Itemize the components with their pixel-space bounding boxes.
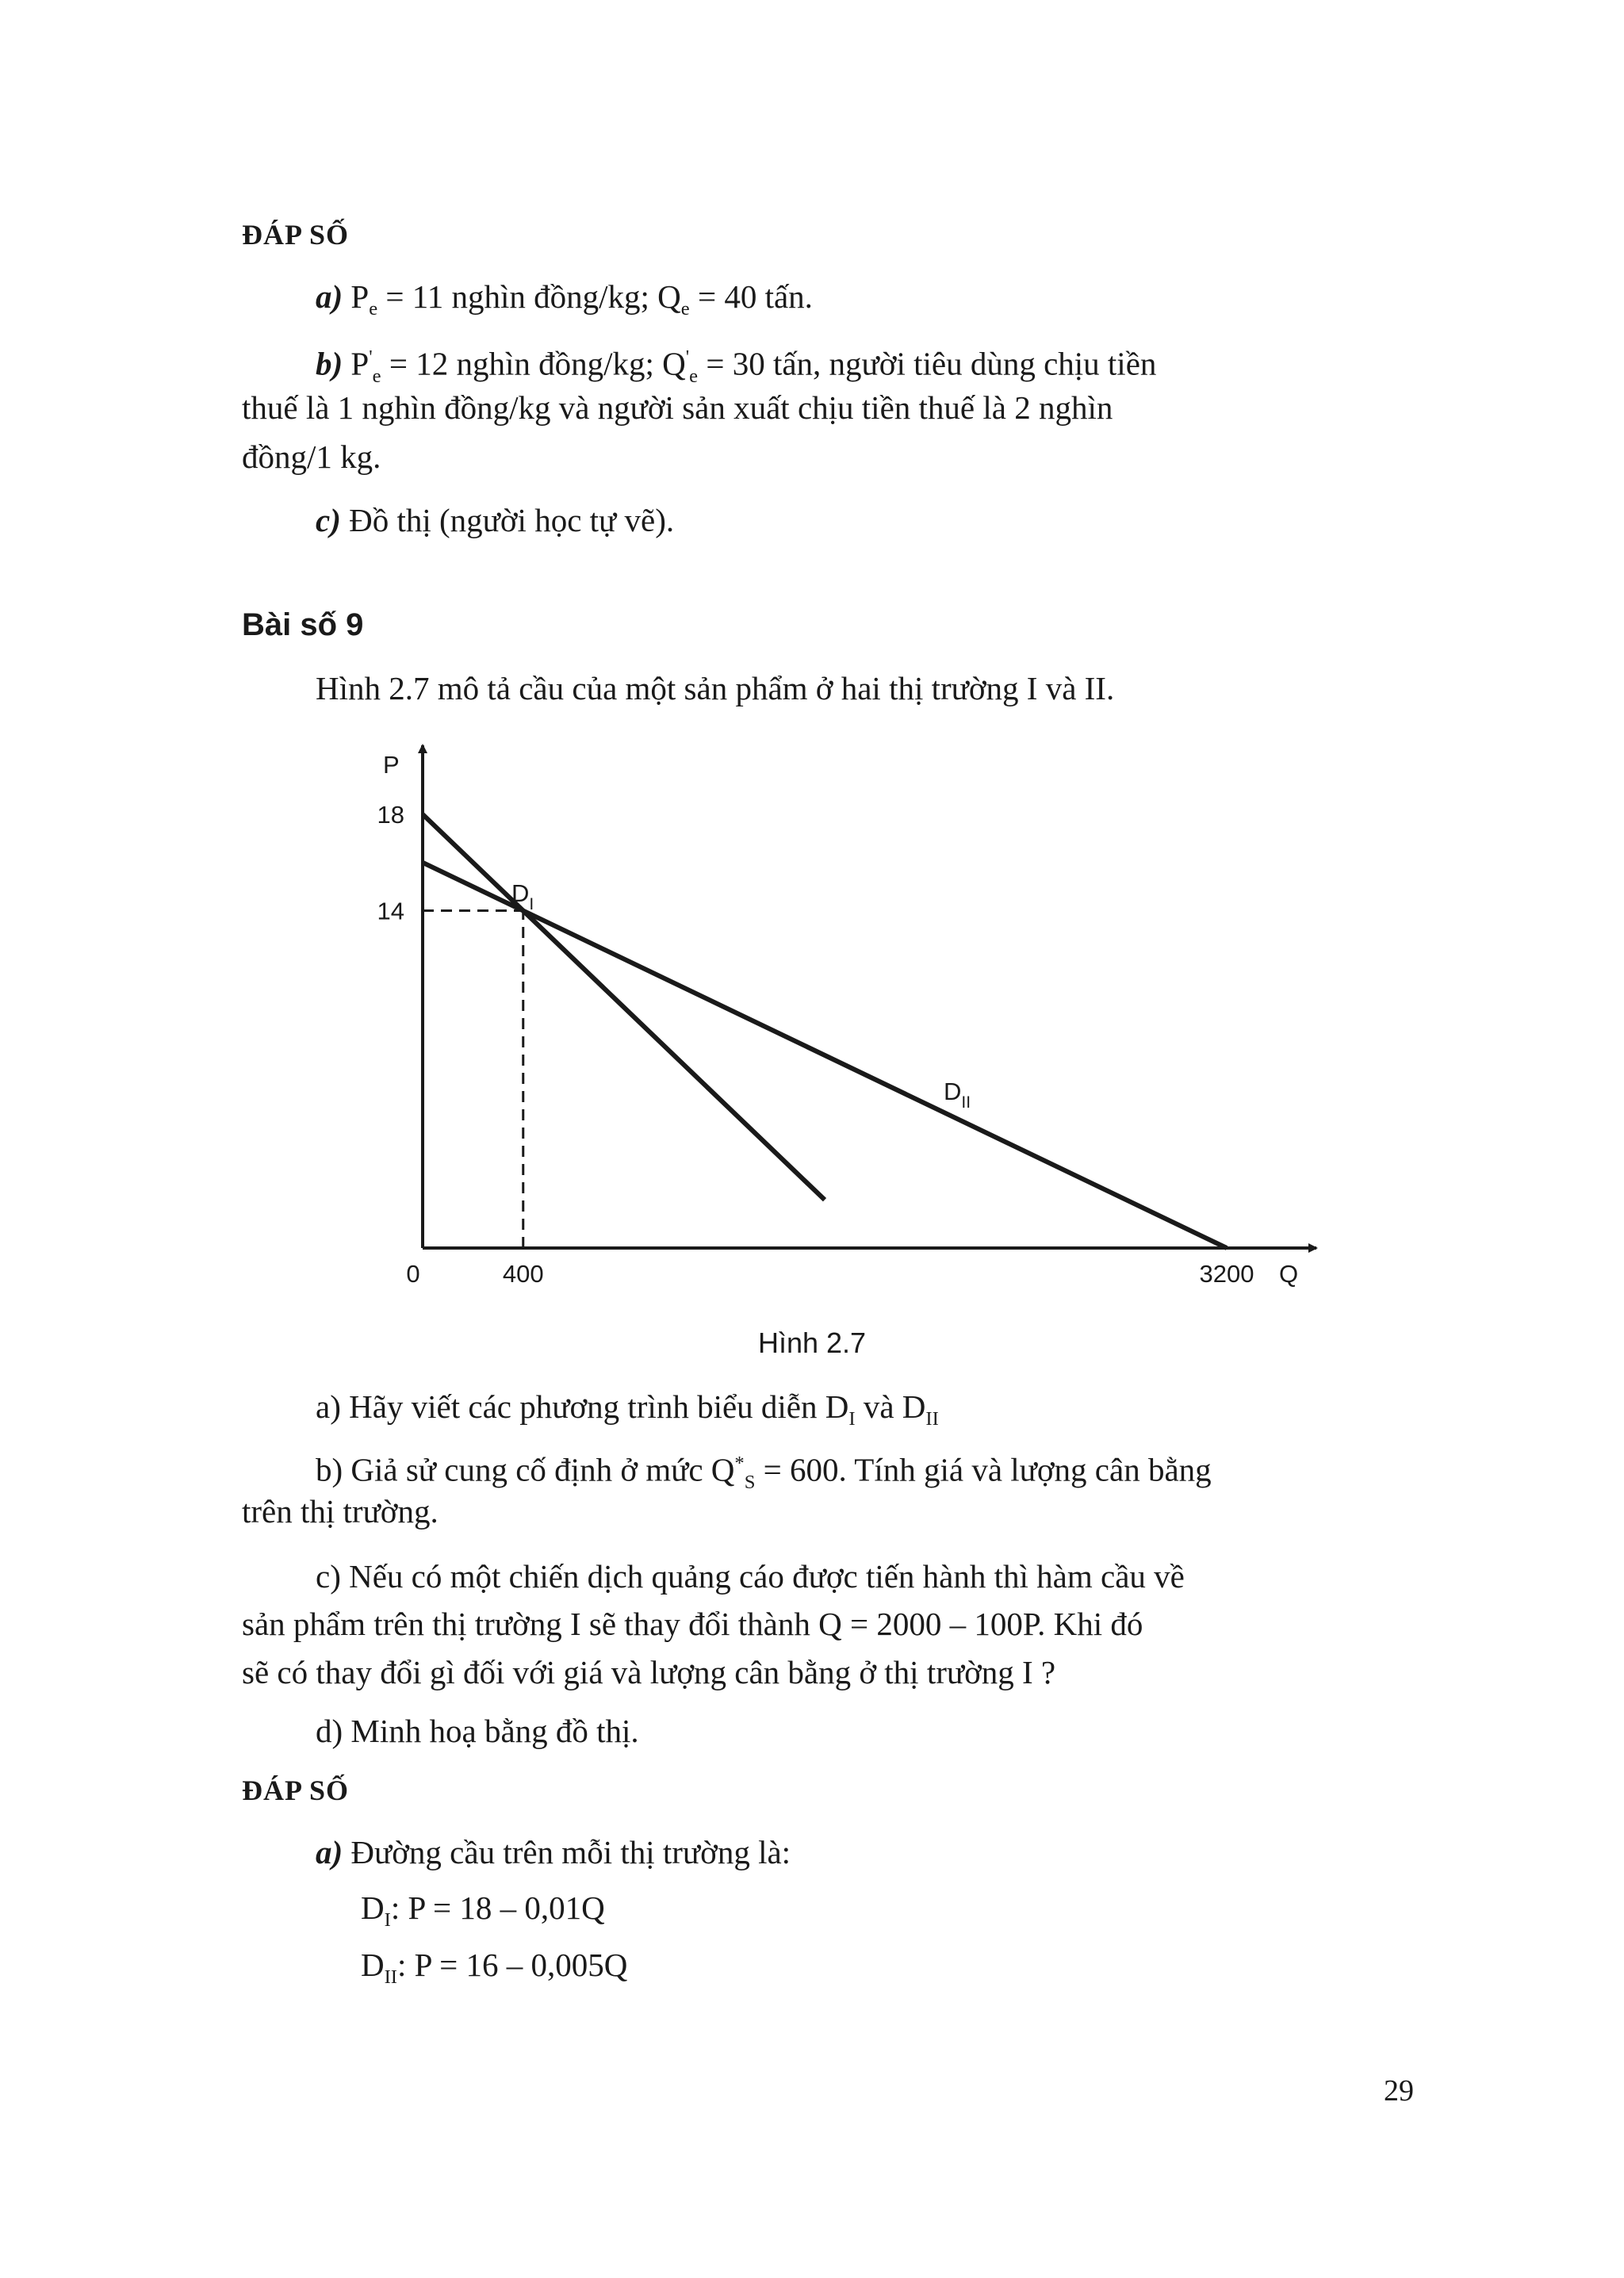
- x-axis-label: Q: [1279, 1260, 1299, 1288]
- question-a: a) Hãy viết các phương trình biểu diễn $D_I$ và $D_{II}$: [316, 1388, 939, 1430]
- problem-heading: Bài số 9: [242, 607, 364, 642]
- demand-curves: [423, 814, 1227, 1248]
- question-b-line2: trên thị trường.: [242, 1493, 439, 1530]
- answer-heading-2: ĐÁP SỐ: [242, 1775, 350, 1806]
- answer-c: c) Đồ thị (người học tự vẽ).: [316, 502, 675, 538]
- y-tick-18: 18: [377, 801, 404, 829]
- y-axis-label: P: [383, 751, 400, 779]
- answer2-a: a) Đường cầu trên mỗi thị trường là:: [316, 1834, 791, 1870]
- answer-a: a) $P_e = 11$ nghìn đồng/kg; $Q_e = 40$ tấn.: [316, 278, 813, 320]
- answer-b: b) $P'_e = 12$ nghìn đồng/kg; $Q'_e = 30$ tấn, người tiêu dùng chịu tiền: [316, 345, 1157, 387]
- demand-curve-i: [423, 814, 825, 1200]
- answer-heading-1: ĐÁP SỐ: [242, 219, 350, 251]
- equation-d1: $D_I$: P = 18 – 0,01Q: [361, 1889, 605, 1932]
- x-tick-0: 0: [406, 1260, 420, 1288]
- question-c-line2: sản phẩm trên thị trường I sẽ thay đổi thành Q = 2000 – 100P. Khi đó: [242, 1606, 1143, 1642]
- question-c-line3: sẽ có thay đổi gì đối với giá và lượng cân bằng ở thị trường I ?: [242, 1654, 1056, 1690]
- chart-labels: [377, 751, 1299, 1288]
- figure-caption: Hình 2.7: [757, 1327, 867, 1359]
- answer-b-line2: thuế là 1 nghìn đồng/kg và người sản xuất chịu tiền thuế là 2 nghìn: [242, 389, 1113, 426]
- question-b: b) Giả sử cung cố định ở mức $Q^*_S = 600$. Tính giá và lượng cân bằng: [316, 1451, 1212, 1493]
- page-number: 29: [1384, 2074, 1414, 2108]
- demand-curve-ii: [423, 863, 1227, 1248]
- y-tick-14: 14: [377, 897, 404, 925]
- series-label-i: $D_I$: [511, 879, 534, 913]
- question-d: d) Minh hoạ bằng đồ thị.: [316, 1713, 639, 1749]
- question-c: c) Nếu có một chiến dịch quảng cáo được tiến hành thì hàm cầu về: [316, 1558, 1185, 1595]
- series-label-ii: $D_{II}$: [944, 1078, 971, 1112]
- x-tick-400: 400: [502, 1260, 544, 1288]
- problem-intro: Hình 2.7 mô tả cầu của một sản phẩm ở hai thị trường I và II.: [316, 670, 1115, 706]
- dashed-guides: [423, 911, 523, 1248]
- x-tick-3200: 3200: [1199, 1260, 1254, 1288]
- answer-b-line3: đồng/1 kg.: [242, 438, 381, 475]
- equation-d2: $D_{II}$: P = 16 – 0,005Q: [361, 1947, 628, 1989]
